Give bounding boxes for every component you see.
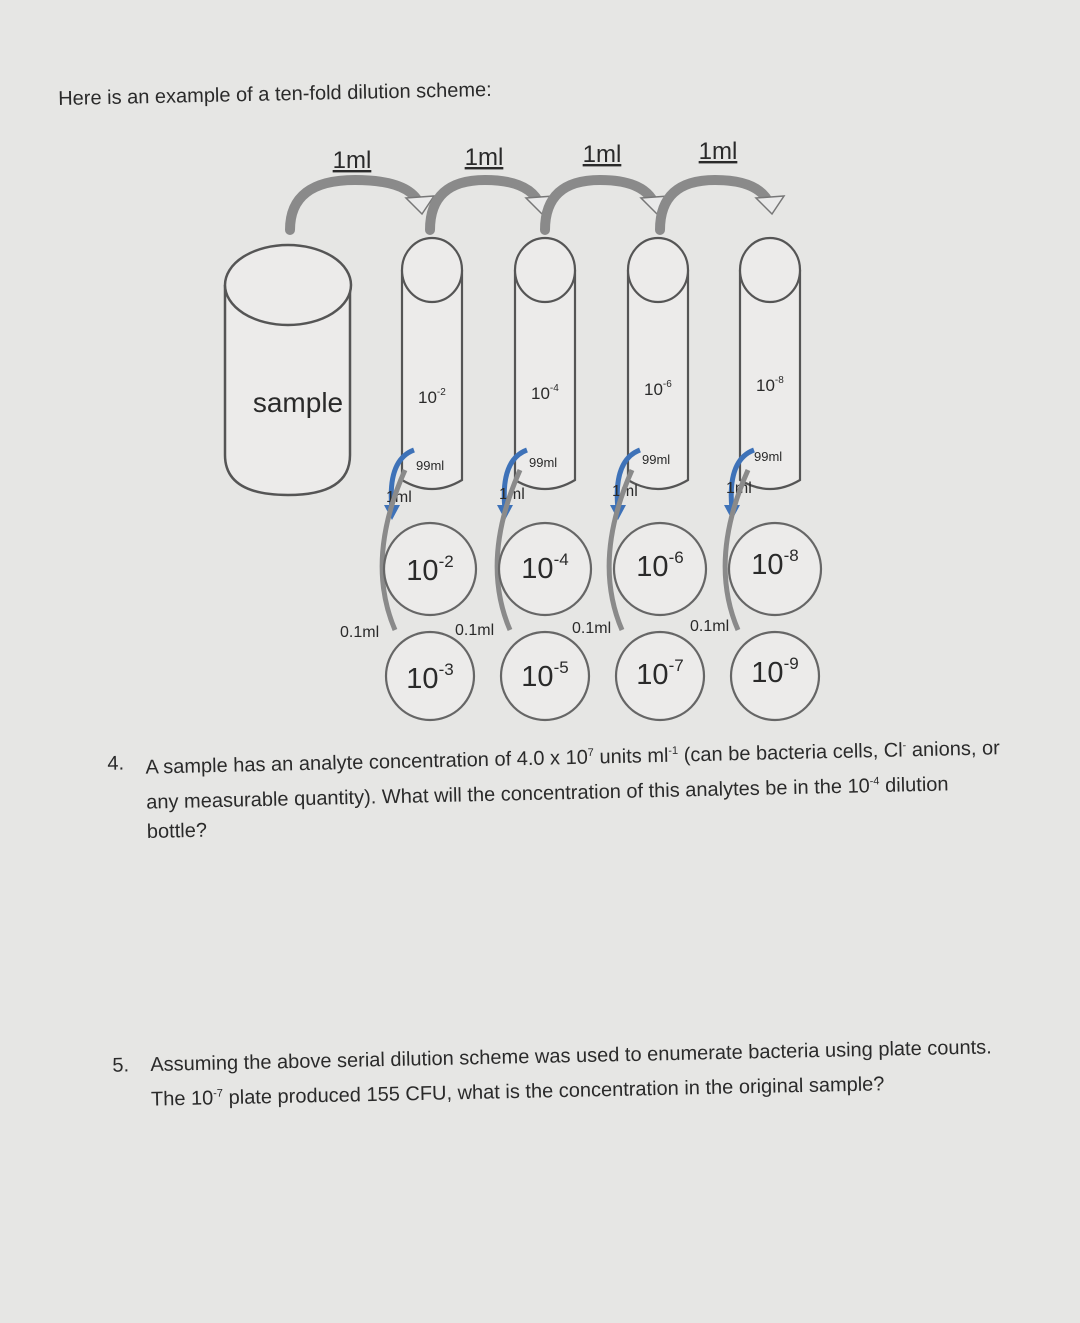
plate-label-base: 10 — [751, 549, 784, 581]
tube-concentration-label-exp: -2 — [436, 387, 446, 398]
tube-top — [740, 238, 800, 302]
question-text: anions, or any measurable quantity). What will the concentration of this analytes be in the 10 — [145, 737, 1000, 814]
tube-concentration-label-base: 10 — [531, 384, 550, 403]
question-text: A sample has an analyte concentration of 4.0 x 10 — [145, 746, 589, 779]
transfer-label: 1ml — [464, 144, 504, 171]
question-text: Assuming the above serial dilution scheme was used to enumerate bacteria using plate counts. The 10 — [150, 1036, 992, 1111]
superscript: -1 — [668, 744, 679, 758]
tube-top — [628, 238, 688, 302]
transfer-arrow — [290, 180, 420, 230]
plate-label-base: 10 — [406, 663, 439, 695]
question-5 — [112, 1032, 1011, 1115]
plate-transfer-label: 1ml — [726, 480, 752, 497]
plate-label-exp: -3 — [438, 660, 454, 679]
transfer-arrow — [545, 180, 655, 230]
small-transfer-label: 0.1ml — [690, 618, 730, 635]
transfer-label: 1ml — [698, 138, 738, 165]
plate-label-base: 10 — [521, 661, 554, 693]
plate-label-exp: -2 — [438, 552, 454, 571]
superscript: 7 — [587, 746, 595, 759]
plate-label-exp: -4 — [553, 550, 569, 569]
plate-label-exp: -6 — [668, 548, 684, 567]
tube-top — [402, 238, 462, 302]
top-transfer-labels — [333, 138, 738, 174]
tube-concentration-label-exp: -6 — [662, 379, 672, 390]
transfer-arrow — [660, 180, 770, 230]
superscript: -4 — [869, 775, 880, 788]
top-transfer-arrows — [290, 180, 784, 230]
tube-concentration-label-exp: -4 — [549, 383, 559, 394]
question-text: units ml — [593, 744, 669, 769]
plate-transfer-label: 1ml — [612, 483, 638, 500]
tube-volume-label: 99ml — [642, 452, 671, 467]
transfer-arrow-head — [756, 196, 784, 214]
tube-volume-label: 99ml — [754, 449, 783, 464]
plate-label-base: 10 — [521, 553, 554, 585]
plate-label-base: 10 — [636, 659, 669, 691]
tube-concentration-label-exp: -8 — [774, 375, 784, 386]
sample-label: sample — [252, 387, 344, 418]
tube-top — [515, 238, 575, 302]
plate-label-base: 10 — [751, 657, 784, 689]
small-transfer-label: 0.1ml — [455, 622, 495, 639]
transfer-label: 1ml — [332, 147, 372, 174]
plate-transfer-label: 1ml — [386, 489, 412, 506]
plate-label-exp: -7 — [668, 656, 684, 675]
tube-concentration-label-base: 10 — [418, 388, 437, 407]
small-transfer-label: 0.1ml — [340, 624, 380, 641]
plate-label-exp: -9 — [783, 654, 799, 673]
plate-label-base: 10 — [636, 551, 669, 583]
plate-label-exp: -5 — [553, 658, 569, 677]
agar-plates — [340, 450, 821, 720]
superscript: -7 — [213, 1087, 224, 1100]
small-transfer-label: 0.1ml — [572, 620, 612, 637]
question-number: 4. — [107, 752, 125, 775]
tube-concentration-label-base: 10 — [644, 380, 663, 399]
plate-transfer-label: 1ml — [499, 486, 525, 503]
question-number: 5. — [112, 1054, 130, 1077]
question-4 — [107, 728, 1007, 847]
tube-concentration-label-base: 10 — [756, 376, 775, 395]
plate-label-base: 10 — [406, 555, 439, 587]
transfer-arrow — [430, 180, 540, 230]
tube-volume-label: 99ml — [416, 458, 445, 473]
sample-bottle — [225, 245, 351, 495]
plate-label-exp: -8 — [783, 546, 799, 565]
question-text: (can be bacteria cells, Cl — [677, 739, 903, 767]
transfer-label: 1ml — [582, 141, 622, 168]
tube-volume-label: 99ml — [529, 455, 558, 470]
question-text: dilution bottle? — [146, 773, 949, 844]
superscript: - — [902, 739, 907, 752]
dilution-tubes — [402, 238, 800, 489]
intro-text: Here is an example of a ten-fold dilution scheme: — [58, 78, 492, 110]
question-text: plate produced 155 CFU, what is the concentration in the original sample? — [222, 1073, 885, 1110]
